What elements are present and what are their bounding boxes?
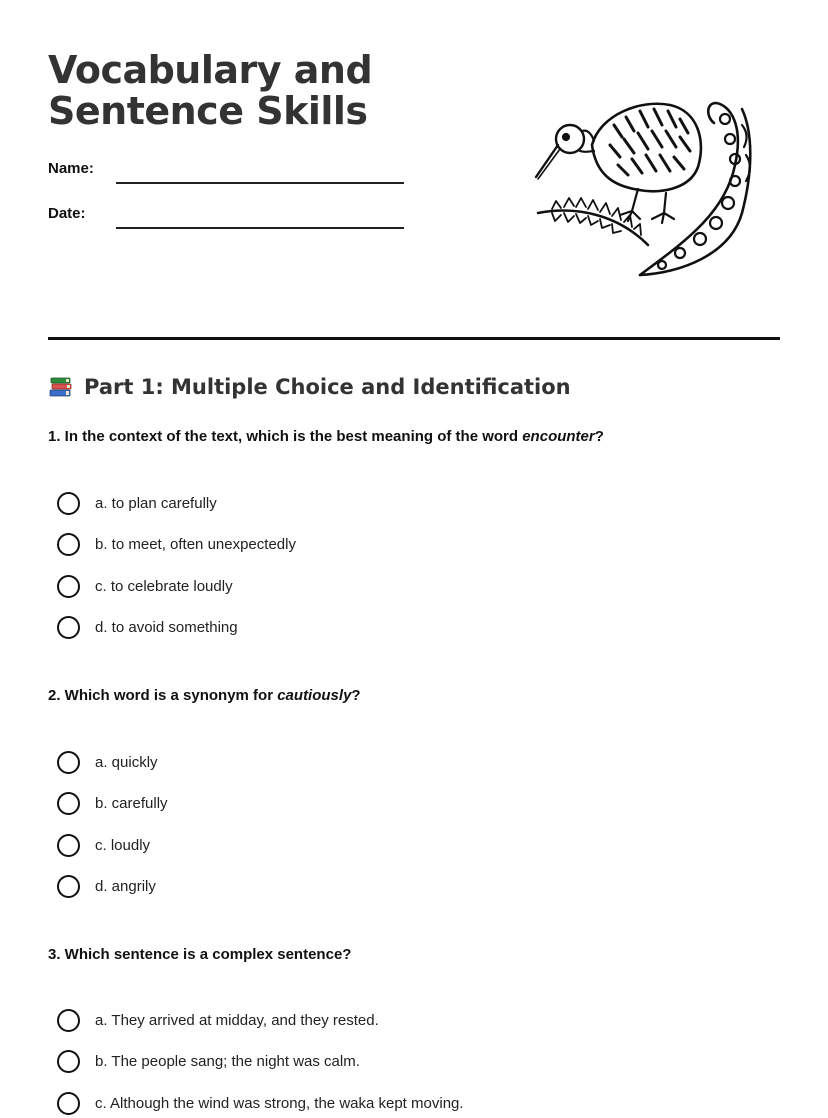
radio-button[interactable] [57, 533, 80, 556]
option-label: c. loudly [95, 836, 151, 854]
question-2-option-d[interactable] [57, 873, 156, 899]
title-line-2: Sentence Skills [48, 89, 368, 133]
option-label: b. The people sang; the night was calm. [95, 1052, 360, 1070]
name-field[interactable] [48, 160, 408, 190]
question-3 [48, 946, 351, 963]
title-line-1: Vocabulary and [48, 48, 373, 92]
radio-button[interactable] [57, 1092, 80, 1115]
date-line[interactable] [116, 227, 404, 229]
section-title: Part 1: Multiple Choice and Identification [84, 375, 571, 399]
radio-button[interactable] [57, 575, 80, 598]
question-1 [48, 428, 604, 445]
question-1-option-a[interactable] [57, 490, 217, 516]
option-label: a. They arrived at midday, and they rested. [95, 1011, 379, 1029]
option-label: d. angrily [95, 877, 156, 895]
question-2-option-c[interactable] [57, 832, 150, 858]
question-3-prefix: 3. Which sentence is a complex sentence? [48, 946, 352, 963]
option-label: b. to meet, often unexpectedly [95, 535, 296, 553]
option-label: a. to plan carefully [95, 494, 217, 512]
option-label: d. to avoid something [95, 618, 238, 636]
question-2 [48, 687, 361, 704]
question-3-option-b[interactable] [57, 1048, 360, 1074]
question-3-option-a[interactable] [57, 1007, 379, 1033]
name-line[interactable] [116, 182, 404, 184]
worksheet-title [48, 50, 372, 132]
option-label: a. quickly [95, 753, 158, 771]
kiwi-illustration [530, 95, 760, 285]
books-icon [48, 374, 74, 400]
option-label: b. carefully [95, 794, 168, 812]
question-1-option-b[interactable] [57, 531, 296, 557]
question-2-prefix: 2. Which word is a synonym for [48, 687, 278, 704]
option-label: c. Although the wind was strong, the waka kept moving. [95, 1094, 464, 1112]
name-label: Name: [48, 160, 94, 177]
question-1-term: encounter [522, 428, 595, 445]
radio-button[interactable] [57, 616, 80, 639]
question-2-option-a[interactable] [57, 749, 158, 775]
question-1-prefix: 1. In the context of the text, which is the best meaning of the word [48, 428, 523, 445]
date-label: Date: [48, 205, 86, 222]
radio-button[interactable] [57, 792, 80, 815]
option-label: c. to celebrate loudly [95, 577, 233, 595]
question-1-option-d[interactable] [57, 614, 238, 640]
question-2-suffix: ? [351, 687, 361, 704]
radio-button[interactable] [57, 492, 80, 515]
radio-button[interactable] [57, 1050, 80, 1073]
question-1-suffix: ? [594, 428, 604, 445]
radio-button[interactable] [57, 834, 80, 857]
date-field[interactable] [48, 205, 408, 235]
radio-button[interactable] [57, 751, 80, 774]
question-2-option-b[interactable] [57, 790, 168, 816]
radio-button[interactable] [57, 1009, 80, 1032]
radio-button[interactable] [57, 875, 80, 898]
section-heading [48, 374, 571, 400]
section-divider [48, 337, 780, 340]
question-3-option-c[interactable] [57, 1090, 464, 1116]
question-2-term: cautiously [277, 687, 352, 704]
question-1-option-c[interactable] [57, 573, 233, 599]
